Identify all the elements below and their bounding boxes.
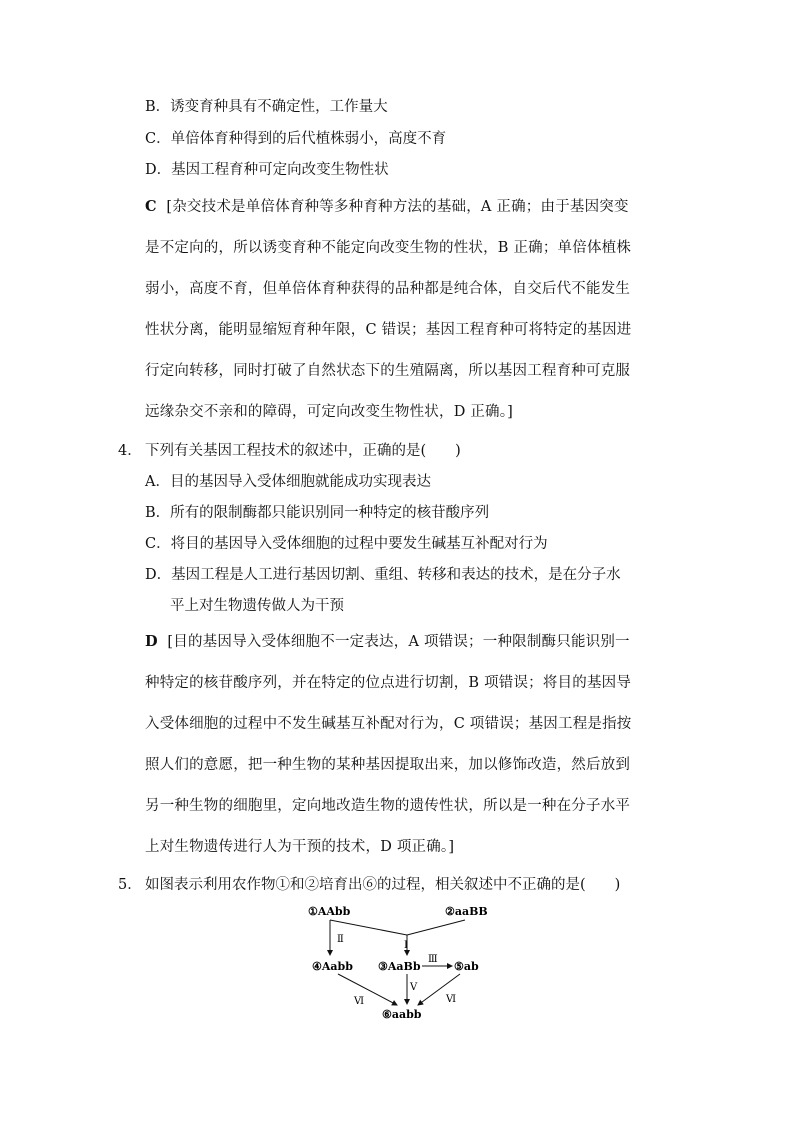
q3-explanation-3: 弱小，高度不育，但单倍体育种获得的品种都是纯合体，自交后代不能发生	[145, 281, 631, 297]
node-4: ④Aabb	[312, 960, 353, 973]
q4-answer-line-1	[145, 633, 630, 651]
edge-1-junction	[330, 920, 407, 935]
q3-answer-line-1	[145, 198, 629, 216]
node-5: ⑤ab	[454, 960, 479, 973]
q4-stem: 下列有关基因工程技术的叙述中，正确的是( )	[145, 443, 461, 459]
q3-option-d: D．基因工程育种可定向改变生物性状	[145, 162, 389, 178]
q4-explanation-5: 另一种生物的细胞里，定向地改造生物的遗传性状，所以是一种在分子水平	[145, 798, 631, 814]
q4-option-c: C．将目的基因导入受体细胞的过程中要发生碱基互补配对行为	[145, 536, 548, 552]
node-1: ①AAbb	[308, 905, 351, 918]
edge-2-junction	[407, 920, 465, 935]
edge-4-6	[338, 974, 397, 1005]
q3-explanation-2: 是不定向的，所以诱变育种不能定向改变生物的性状，B 正确；单倍体植株	[145, 240, 632, 256]
q4-number: 4．	[118, 443, 142, 459]
label-3: Ⅲ	[428, 954, 438, 965]
q4-option-a: A．目的基因导入受体细胞就能成功实现表达	[145, 474, 431, 490]
label-6b: Ⅵ	[446, 994, 457, 1005]
q5-stem: 如图表示利用农作物①和②培育出⑥的过程，相关叙述中不正确的是( )	[145, 877, 621, 893]
q3-explanation-4: 性状分离，能明显缩短育种年限，C 错误；基因工程育种可将特定的基因进	[145, 322, 632, 338]
q4-option-d: D．基因工程是人工进行基因切割、重组、转移和表达的技术，是在分子水	[145, 567, 621, 583]
q4-explanation-4: 照人们的意愿，把一种生物的某种基因提取出来，加以修饰改造，然后放到	[145, 757, 631, 773]
node-6: ⑥aabb	[382, 1008, 422, 1021]
label-2: Ⅱ	[337, 934, 344, 945]
q5-number: 5．	[118, 877, 142, 893]
q3-answer-letter: C	[145, 198, 157, 215]
q3-option-c: C．单倍体育种得到的后代植株弱小，高度不育	[145, 131, 447, 147]
q4-answer-letter: D	[145, 633, 158, 650]
q3-option-b: B．诱变育种具有不确定性，工作量大	[145, 99, 388, 115]
q3-explanation-6: 远缘杂交不亲和的障碍，可定向改变生物性状，D 正确。]	[145, 404, 514, 420]
q4-option-d-cont: 平上对生物遗传做人为干预	[170, 598, 344, 614]
label-1: Ⅰ	[404, 940, 408, 951]
q4-explanation-1: [目的基因导入受体细胞不一定表达，A 项错误；一种限制酶只能识别一	[167, 634, 630, 650]
q4-explanation-3: 入受体细胞的过程中不发生碱基互补配对行为，C 项错误；基因工程是指按	[145, 716, 632, 732]
node-3: ③AaBb	[378, 960, 421, 973]
q3-explanation-1: [杂交技术是单倍体育种等多种育种方法的基础，A 正确；由于基因突变	[166, 199, 629, 215]
q3-explanation-5: 行定向转移，同时打破了自然状态下的生殖隔离，所以基因工程育种可克服	[145, 363, 631, 379]
q4-explanation-2: 种特定的核苷酸序列，并在特定的位点进行切割，B 项错误；将目的基因导	[145, 675, 632, 691]
q4-option-b: B．所有的限制酶都只能识别同一种特定的核苷酸序列	[145, 505, 490, 521]
q4-explanation-6: 上对生物遗传进行人为干预的技术，D 项正确。]	[145, 839, 455, 855]
breeding-diagram	[300, 900, 500, 1025]
label-6a: Ⅵ	[354, 996, 365, 1007]
label-5: Ⅴ	[410, 982, 418, 993]
node-2: ②aaBB	[445, 905, 488, 918]
